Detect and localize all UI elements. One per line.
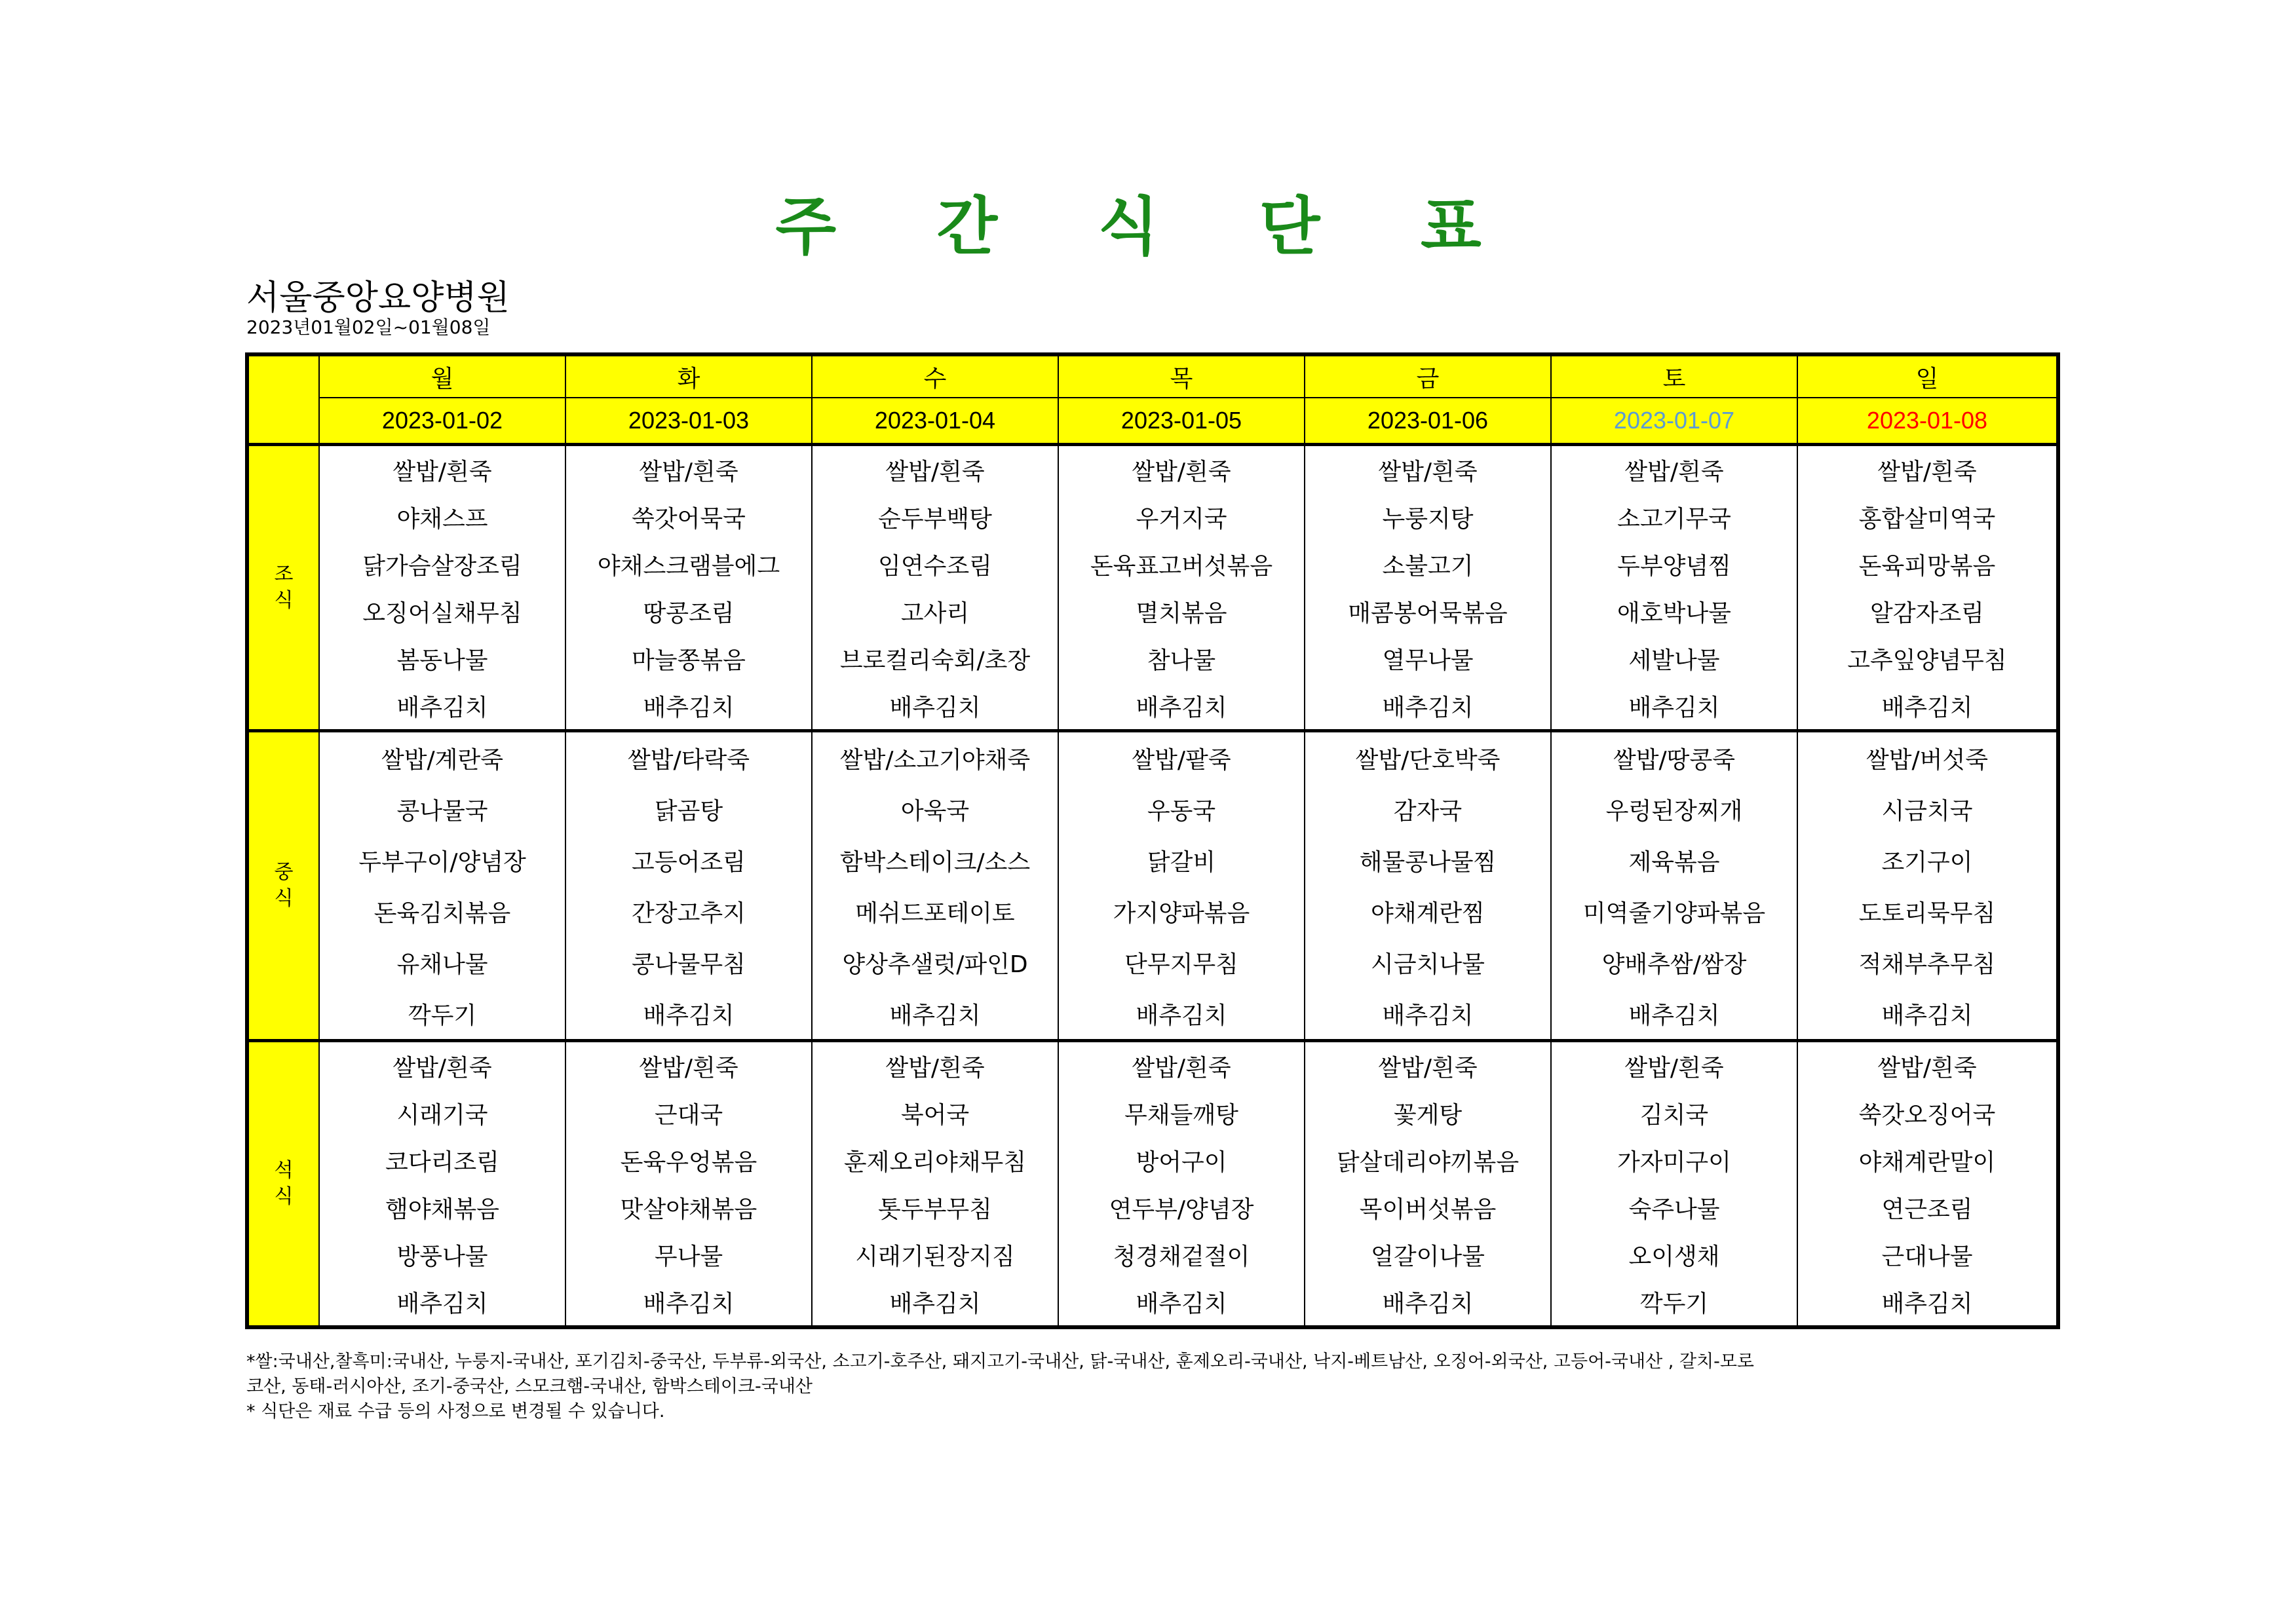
menu-item: 꽃게탕 — [1305, 1089, 1551, 1137]
menu-row — [247, 784, 2058, 835]
menu-item: 톳두부무침 — [812, 1184, 1058, 1231]
menu-item: 콩나물무침 — [565, 937, 812, 988]
menu-item: 마늘쫑볶음 — [565, 635, 812, 682]
menu-item: 시래기국 — [319, 1089, 565, 1137]
menu-item: 쌀밥/단호박죽 — [1305, 731, 1551, 784]
menu-item: 쌀밥/흰죽 — [565, 1041, 812, 1090]
menu-item: 소불고기 — [1305, 540, 1551, 588]
menu-item: 배추김치 — [1058, 988, 1305, 1041]
menu-item: 누룽지탕 — [1305, 493, 1551, 540]
menu-item: 감자국 — [1305, 784, 1551, 835]
menu-item: 시래기된장지짐 — [812, 1231, 1058, 1278]
menu-item: 가자미구이 — [1551, 1137, 1797, 1184]
menu-item: 쑥갓오징어국 — [1797, 1089, 2058, 1137]
menu-item: 쌀밥/소고기야채죽 — [812, 731, 1058, 784]
menu-item: 애호박나물 — [1551, 588, 1797, 635]
menu-item: 쌀밥/흰죽 — [319, 1041, 565, 1090]
menu-item: 배추김치 — [319, 682, 565, 731]
menu-item: 맛살야채볶음 — [565, 1184, 812, 1231]
date-row — [247, 398, 2058, 445]
menu-item: 쌀밥/계란죽 — [319, 731, 565, 784]
meal-label-char: 식 — [274, 887, 294, 910]
menu-row — [247, 1184, 2058, 1231]
menu-item: 야채계란말이 — [1797, 1137, 2058, 1184]
menu-item: 유채나물 — [319, 937, 565, 988]
note-change-notice: * 식단은 재료 수급 등의 사정으로 변경될 수 있습니다. — [246, 1401, 665, 1422]
date-mon: 2023-01-02 — [319, 398, 565, 445]
meal-label-char: 식 — [274, 589, 294, 612]
menu-item: 브로컬리숙회/초장 — [812, 635, 1058, 682]
menu-item: 쌀밥/흰죽 — [1797, 445, 2058, 494]
menu-item: 함박스테이크/소스 — [812, 835, 1058, 886]
menu-row — [247, 835, 2058, 886]
menu-item: 닭가슴살장조림 — [319, 540, 565, 588]
menu-item: 가지양파볶음 — [1058, 886, 1305, 937]
menu-item: 멸치볶음 — [1058, 588, 1305, 635]
menu-item: 배추김치 — [1305, 988, 1551, 1041]
menu-item: 쌀밥/흰죽 — [812, 445, 1058, 494]
menu-item: 배추김치 — [1797, 682, 2058, 731]
menu-item: 배추김치 — [1551, 988, 1797, 1041]
menu-item: 봄동나물 — [319, 635, 565, 682]
menu-item: 돈육김치볶음 — [319, 886, 565, 937]
menu-item: 배추김치 — [1551, 682, 1797, 731]
menu-item: 우거지국 — [1058, 493, 1305, 540]
date-sun: 2023-01-08 — [1797, 398, 2058, 445]
menu-item: 쌀밥/타락죽 — [565, 731, 812, 784]
menu-item: 임연수조림 — [812, 540, 1058, 588]
menu-item: 배추김치 — [812, 682, 1058, 731]
menu-item: 쌀밥/버섯죽 — [1797, 731, 2058, 784]
menu-item: 닭살데리야끼볶음 — [1305, 1137, 1551, 1184]
menu-item: 제육볶음 — [1551, 835, 1797, 886]
menu-item: 홍합살미역국 — [1797, 493, 2058, 540]
menu-item: 순두부백탕 — [812, 493, 1058, 540]
menu-item: 해물콩나물찜 — [1305, 835, 1551, 886]
day-name-fri: 금 — [1305, 354, 1551, 398]
menu-item: 햄야채볶음 — [319, 1184, 565, 1231]
menu-item: 아욱국 — [812, 784, 1058, 835]
menu-item: 배추김치 — [812, 1278, 1058, 1327]
meal-label-breakfast — [247, 445, 319, 731]
menu-item: 참나물 — [1058, 635, 1305, 682]
menu-item: 배추김치 — [812, 988, 1058, 1041]
menu-item: 오이생채 — [1551, 1231, 1797, 1278]
menu-item: 얼갈이나물 — [1305, 1231, 1551, 1278]
menu-item: 야채스프 — [319, 493, 565, 540]
note-origin-line-2: 코산, 동태-러시아산, 조기-중국산, 스모크햄-국내산, 함박스테이크-국내산 — [246, 1376, 813, 1397]
date-thu: 2023-01-05 — [1058, 398, 1305, 445]
menu-item: 땅콩조림 — [565, 588, 812, 635]
menu-item: 쌀밥/흰죽 — [1551, 1041, 1797, 1090]
menu-item: 야채계란찜 — [1305, 886, 1551, 937]
menu-item: 쌀밥/흰죽 — [1797, 1041, 2058, 1090]
menu-item: 목이버섯볶음 — [1305, 1184, 1551, 1231]
menu-item: 근대국 — [565, 1089, 812, 1137]
menu-row — [247, 1137, 2058, 1184]
menu-item: 알감자조림 — [1797, 588, 2058, 635]
menu-item: 쌀밥/팥죽 — [1058, 731, 1305, 784]
menu-row — [247, 937, 2058, 988]
menu-item: 고사리 — [812, 588, 1058, 635]
meal-label-char: 조 — [274, 563, 294, 586]
menu-item: 시금치나물 — [1305, 937, 1551, 988]
menu-row — [247, 682, 2058, 731]
menu-row — [247, 588, 2058, 635]
menu-item: 시금치국 — [1797, 784, 2058, 835]
menu-item: 방어구이 — [1058, 1137, 1305, 1184]
hospital-name: 서울중앙요양병원 — [246, 278, 510, 318]
menu-row — [247, 1278, 2058, 1327]
day-name-sun: 일 — [1797, 354, 2058, 398]
menu-row — [247, 1089, 2058, 1137]
menu-item: 쌀밥/흰죽 — [1305, 1041, 1551, 1090]
menu-item: 쌀밥/흰죽 — [812, 1041, 1058, 1090]
menu-item: 우동국 — [1058, 784, 1305, 835]
menu-row — [247, 1041, 2058, 1090]
menu-item: 야채스크램블에그 — [565, 540, 812, 588]
menu-item: 방풍나물 — [319, 1231, 565, 1278]
menu-item: 오징어실채무침 — [319, 588, 565, 635]
menu-item: 미역줄기양파볶음 — [1551, 886, 1797, 937]
menu-item: 열무나물 — [1305, 635, 1551, 682]
menu-item: 무채들깨탕 — [1058, 1089, 1305, 1137]
menu-item: 무나물 — [565, 1231, 812, 1278]
menu-item: 돈육표고버섯볶음 — [1058, 540, 1305, 588]
menu-item: 근대나물 — [1797, 1231, 2058, 1278]
menu-item: 쑥갓어묵국 — [565, 493, 812, 540]
menu-row — [247, 493, 2058, 540]
menu-item: 배추김치 — [319, 1278, 565, 1327]
menu-item: 배추김치 — [1305, 682, 1551, 731]
menu-item: 배추김치 — [1058, 1278, 1305, 1327]
menu-item: 소고기무국 — [1551, 493, 1797, 540]
menu-item: 단무지무침 — [1058, 937, 1305, 988]
menu-row — [247, 731, 2058, 784]
menu-item: 돈육우엉볶음 — [565, 1137, 812, 1184]
menu-row — [247, 988, 2058, 1041]
menu-period: 2023년01월02일~01월08일 — [246, 316, 491, 338]
menu-item: 코다리조림 — [319, 1137, 565, 1184]
menu-item: 양상추샐럿/파인D — [812, 937, 1058, 988]
menu-item: 쌀밥/흰죽 — [1058, 445, 1305, 494]
menu-item: 고등어조림 — [565, 835, 812, 886]
day-name-row — [247, 354, 2058, 398]
menu-item: 연두부/양념장 — [1058, 1184, 1305, 1231]
date-tue: 2023-01-03 — [565, 398, 812, 445]
menu-item: 쌀밥/흰죽 — [319, 445, 565, 494]
menu-item: 콩나물국 — [319, 784, 565, 835]
menu-item: 숙주나물 — [1551, 1184, 1797, 1231]
day-name-mon: 월 — [319, 354, 565, 398]
menu-item: 우렁된장찌개 — [1551, 784, 1797, 835]
menu-row — [247, 540, 2058, 588]
date-fri: 2023-01-06 — [1305, 398, 1551, 445]
menu-item: 도토리묵무침 — [1797, 886, 2058, 937]
meal-label-char: 중 — [274, 861, 294, 884]
menu-item: 닭곰탕 — [565, 784, 812, 835]
menu-item: 조기구이 — [1797, 835, 2058, 886]
menu-item: 매콤봉어묵볶음 — [1305, 588, 1551, 635]
menu-item: 간장고추지 — [565, 886, 812, 937]
menu-item: 적채부추무침 — [1797, 937, 2058, 988]
menu-item: 깍두기 — [1551, 1278, 1797, 1327]
menu-item: 쌀밥/흰죽 — [1551, 445, 1797, 494]
menu-item: 고추잎양념무침 — [1797, 635, 2058, 682]
meal-label-char: 식 — [274, 1185, 294, 1208]
notes — [246, 1350, 2068, 1424]
menu-item: 두부양념찜 — [1551, 540, 1797, 588]
meal-label-char: 석 — [274, 1159, 294, 1182]
menu-item: 메쉬드포테이토 — [812, 886, 1058, 937]
menu-item: 양배추쌈/쌈장 — [1551, 937, 1797, 988]
date-wed: 2023-01-04 — [812, 398, 1058, 445]
menu-row — [247, 445, 2058, 494]
menu-item: 청경채겉절이 — [1058, 1231, 1305, 1278]
menu-row — [247, 635, 2058, 682]
menu-item: 두부구이/양념장 — [319, 835, 565, 886]
menu-item: 배추김치 — [565, 682, 812, 731]
page-title: 주 간 식 단 표 — [775, 190, 1521, 263]
menu-item: 쌀밥/흰죽 — [565, 445, 812, 494]
date-sat: 2023-01-07 — [1551, 398, 1797, 445]
menu-item: 돈육피망볶음 — [1797, 540, 2058, 588]
corner-cell — [247, 354, 319, 445]
menu-item: 쌀밥/흰죽 — [1058, 1041, 1305, 1090]
menu-item: 북어국 — [812, 1089, 1058, 1137]
day-name-sat: 토 — [1551, 354, 1797, 398]
menu-item: 연근조림 — [1797, 1184, 2058, 1231]
menu-item: 깍두기 — [319, 988, 565, 1041]
menu-item: 배추김치 — [565, 988, 812, 1041]
menu-item: 훈제오리야채무침 — [812, 1137, 1058, 1184]
menu-item: 쌀밥/흰죽 — [1305, 445, 1551, 494]
menu-item: 김치국 — [1551, 1089, 1797, 1137]
day-name-wed: 수 — [812, 354, 1058, 398]
menu-item: 닭갈비 — [1058, 835, 1305, 886]
menu-item: 배추김치 — [1797, 1278, 2058, 1327]
menu-item: 배추김치 — [565, 1278, 812, 1327]
note-origin-line-1: *쌀:국내산,찰흑미:국내산, 누룽지-국내산, 포기김치-중국산, 두부류-외국산, 소고기-호주산, 돼지고기-국내산, 닭-국내산, 훈제오리-국내산, 낙지-베트남산, 오징어-외국산, 고등어-국내산 , 갈치-모로 — [246, 1351, 1754, 1372]
weekly-menu-table — [245, 352, 2060, 1329]
menu-item: 세발나물 — [1551, 635, 1797, 682]
menu-row — [247, 1231, 2058, 1278]
menu-row — [247, 886, 2058, 937]
day-name-thu: 목 — [1058, 354, 1305, 398]
meal-label-dinner — [247, 1041, 319, 1328]
menu-item: 쌀밥/땅콩죽 — [1551, 731, 1797, 784]
menu-item: 배추김치 — [1305, 1278, 1551, 1327]
day-name-tue: 화 — [565, 354, 812, 398]
menu-item: 배추김치 — [1058, 682, 1305, 731]
menu-item: 배추김치 — [1797, 988, 2058, 1041]
meal-label-lunch — [247, 731, 319, 1041]
